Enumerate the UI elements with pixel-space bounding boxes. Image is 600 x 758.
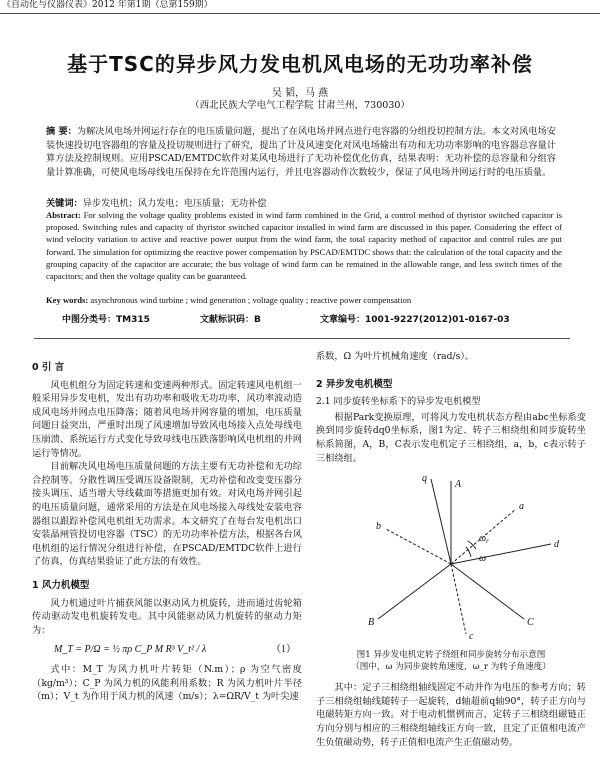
left-column [32,355,302,704]
label-A: A [455,479,462,491]
section-divider [34,338,570,339]
abstract-english [46,209,562,282]
keywords-english [46,295,562,305]
equation-1 [32,639,302,661]
label-omega-r: $\omega_r$ [479,533,489,546]
abstract-cn-text: 为解决风电场并网运行存在的电压质量问题，提出了在风电场并网点进行电容器的分组投切控制方法。本文对风电场安装快速投切电容器组的容量及投切规则进行了研究，提出了计及风速变化对风电场输出有功和无功功率影响的电容器总容量计算方法及控制规则。应用PSCAD/EMTDC软件对某风电场进行了无功补偿优化仿真，结果表明：无功补偿的总容量和分组容量计算准确，可使风电场母线电压保持在允许范围内运行，并且电容器动作次数较少，保证了风电场并网运行时的电压质量。 [46,126,556,178]
keywords-cn-label: 关键词： [46,198,83,209]
subsection-2-1-heading: 2.1 同步旋转坐标系下的异步发电机模型 [316,396,481,408]
doc-value: B [254,315,261,325]
label-b: b [376,521,381,533]
section-introduction-heading: 0 引 言 [32,362,65,373]
label-B: B [368,617,375,629]
art-value: 1001-9227(2012)01-0167-03 [365,315,510,325]
continued-paragraph: 系数，Ω 为叶片机械角速度（rad/s）。 [316,351,475,362]
article-number [320,312,510,325]
label-a: a [519,501,524,513]
art-label: 文章编号： [320,315,366,325]
label-c: c [469,631,474,643]
label-q: q [422,473,427,485]
axis-B-line [378,564,451,619]
doc-label: 文献标识码： [200,315,255,325]
generator-paragraph-2: 其中：定子三相绕组轴线固定不动并作为电压的参考方向；转子三相绕组轴线随转子一起旋转，d轴超前q轴90°，转子正方向与电磁转矩方向一致。对于电动机惯例而言，定转子三相绕组磁链正方向分别与相应的三相绕组轴线正方向一致，且定了正值相电流产生负值磁动势，转子正值相电流产生正值磁动势。 [316,682,586,748]
omega-r-arc [468,541,476,549]
section-generator-heading: 2 异步发电机模型 [316,378,393,390]
equation-1-expression: M_T = P/Ω = ½ πρ C_P M R³ V_t² / λ [54,644,207,656]
abstract-cn-label: 摘 要： [46,126,77,137]
abstract-en-text: For solving the voltage quality problems existed in wind farm combined in the Grid, a control method of thyristor switched capacitor is proposed. Switching rules and capacity of thyristor switched capacitor installed in wind farm are discussed in this paper. Considering the effect of wind velocity variation to active and reactive power output from the wind farm, the total capacity method of capacitor and control rules are put forward. The simulation for optimizing the reactive power compensation by PSCAD/EMTDC shows that: the calculation of the total capacity and the grouping capacity of the capacitor are accurate; the bus voltage of wind farm can be remained in the allowable range, and less switch times of the capacitors; and then the voltage quality can be guaranteed. [46,210,562,282]
label-omega: ω [479,553,487,565]
running-header [0,0,600,14]
equation-1-number: （1） [271,644,296,656]
intro-paragraph-2: 目前解决风电场电压质量问题的方法主要有无功补偿和无功综合控制等。分散性调压受调压设备限制，无功补偿和改变变压器分接头调压、适当增大导线截面等措施更加有效。对风电场并网引起的电压质量问题，通常采用的方法是在风电场接入母线处安装电容器组以跟踪补偿风电机组无功需求。本文研究了在每台发电机出口安装晶闸管投切电容器（TSC）的无功功率补偿方法，根据各台风电机组的运行情况分组进行补偿，在PSCAD/EMTDC软件上进行了仿真，仿真结果验证了此方法的有效性。 [32,461,302,568]
intro-paragraph-1: 风电机组分为固定转速和变速两种形式。固定转速风电机组一般采用异步发电机，发出有功功率和吸收无功功率，风功率波动造成风电场并网点电压降落；随着风电场并网容量的增加，电压质量问题日益突出，严重时出现了风速增加导致风电场接入点处母线电压崩溃、系统运行方式变化导致母线电压跌落影响风电机组的并网运行等情况。 [32,379,302,459]
right-column [316,350,586,749]
omega-arc [466,547,471,557]
abstract-en-label: Abstract: [46,210,81,220]
clc-label: 中图分类号： [62,315,117,325]
winding-diagram-svg [316,469,586,647]
abstract-chinese [46,125,556,179]
running-head-text: 《自动化与仪器仪表》2012 年第1期（总第159期） [2,0,213,10]
keywords-en-label: Key words: [46,295,89,305]
keywords-en-text: asynchronous wind turbine ; wind generation ; voltage quality ; reactive power compensation [90,295,412,305]
section-wind-turbine-heading: 1 风力机模型 [32,579,90,591]
axis-C-line [451,564,524,619]
authors: 吴 韬，马 燕 [271,88,329,99]
document-code [200,312,261,325]
figure-1-note: （图中，ω 为同步旋转角速度，ω_r 为转子角速度） [351,662,551,673]
turbine-paragraph-2: 式中：M_T 为风力机叶片转矩（N.m）；ρ 为空气密度（kg/m³）；C_P 为风力机的风能利用系数；R 为风力机叶片半径（m）；V_t 为作用于风力机的风速（m/s）；λ=ΩR/V_t 为叶尖速 [32,664,302,703]
keywords-cn-text: 异步发电机；风力发电；电压质量；无功补偿 [82,198,267,209]
affiliation: （西北民族大学电气工程学院 甘肃兰州，730030） [190,100,410,111]
paper-title: 基于TSC的异步风力发电机风电场的无功功率补偿 [67,52,533,76]
generator-paragraph-1: 根据Park变换原理，可将风力发电机状态方程由abc坐标系变换到同步旋转dq0坐标系，图1为定、转子三相绕组和同步旋转坐标系简图，A，B，C表示发电机定子三相绕组，a，b，c表示转子三相绕组。 [316,411,586,464]
figure-1-winding-diagram [316,469,586,647]
clc-number [62,312,150,325]
label-C: C [527,617,534,629]
keywords-chinese [46,195,556,209]
figure-1-caption: 图1 异步发电机定转子绕组和同步旋转分布示意图 [356,650,546,661]
label-d: d [554,539,559,551]
clc-value: TM315 [116,315,150,325]
axis-q-line [431,479,451,564]
axis-b-line [386,529,451,564]
axis-c-line [451,564,466,634]
turbine-paragraph-1: 风力机通过叶片捕获风能以驱动风力机旋转，进而通过齿轮箱传动驱动发电机旋转发电。其中风能驱动风力机旋转的驱动力矩为： [32,597,302,636]
